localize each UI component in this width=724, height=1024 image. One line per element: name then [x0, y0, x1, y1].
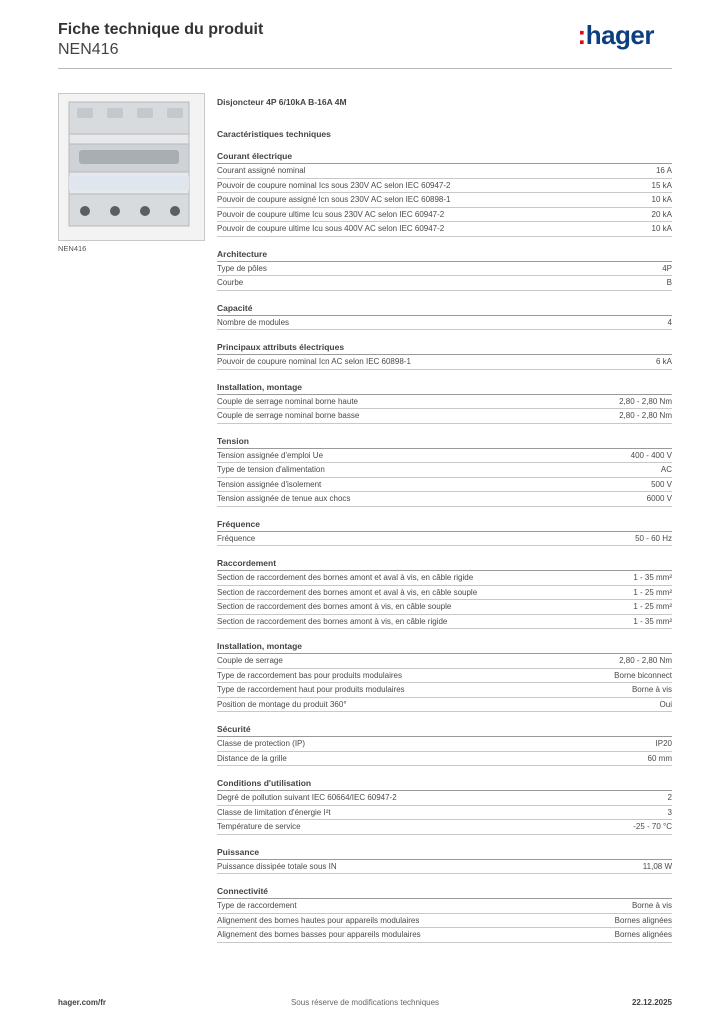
spec-label: Tension assignée de tenue aux chocs — [217, 494, 351, 503]
spec-section — [217, 556, 672, 629]
spec-value: 20 kA — [651, 209, 672, 219]
spec-row — [217, 164, 672, 179]
spec-value: 2,80 - 2,80 Nm — [619, 396, 672, 406]
spec-content — [217, 95, 672, 953]
spec-label: Type de raccordement — [217, 901, 297, 910]
spec-label: Type de tension d'alimentation — [217, 465, 325, 474]
spec-row — [217, 463, 672, 478]
spec-value: Borne biconnect — [614, 670, 672, 680]
spec-value: Borne à vis — [631, 901, 672, 910]
spec-section — [217, 340, 672, 370]
spec-value: 2 — [667, 793, 672, 802]
spec-label: Pouvoir de coupure assigné Icn sous 230V AC selon IEC 60898-1 — [217, 195, 451, 204]
footer-website: hager.com/fr — [58, 998, 107, 1007]
spec-row — [217, 600, 672, 615]
spec-row — [217, 409, 672, 424]
spec-section — [217, 776, 672, 835]
spec-label: Puissance dissipée totale sous IN — [217, 861, 337, 871]
spec-label: Couple de serrage nominal borne basse — [217, 411, 360, 420]
spec-label: Pouvoir de coupure nominal Ics sous 230V AC selon IEC 60947-2 — [217, 180, 451, 190]
logo-text: hager — [585, 20, 654, 50]
spec-label: Section de raccordement des bornes amont et aval à vis, en câble rigide — [217, 573, 474, 582]
spec-row — [217, 316, 672, 331]
spec-row — [217, 355, 672, 370]
spec-row — [217, 492, 672, 507]
spec-value: 3 — [667, 807, 672, 817]
spec-row — [217, 586, 672, 601]
product-name: Disjoncteur 4P 6/10kA B-16A 4M — [217, 97, 347, 107]
spec-label: Section de raccordement des bornes amont à vis, en câble rigide — [217, 616, 448, 626]
spec-section — [217, 149, 672, 237]
spec-value: 15 kA — [651, 180, 672, 190]
spec-row — [217, 791, 672, 806]
hager-logo — [578, 20, 654, 51]
spec-value: 2,80 - 2,80 Nm — [619, 411, 672, 420]
spec-row — [217, 860, 672, 875]
spec-value: 10 kA — [651, 224, 672, 233]
spec-section — [217, 845, 672, 875]
spec-row — [217, 654, 672, 669]
section-title: Installation, montage — [217, 380, 672, 395]
spec-value: 500 V — [651, 479, 672, 489]
section-title: Architecture — [217, 247, 672, 262]
spec-row — [217, 478, 672, 493]
spec-label: Tension assignée d'emploi Ue — [217, 450, 324, 460]
spec-row — [217, 820, 672, 835]
section-title: Capacité — [217, 301, 672, 316]
section-title: Sécurité — [217, 722, 672, 737]
spec-row — [217, 193, 672, 208]
spec-label: Classe de protection (IP) — [217, 739, 306, 748]
spec-label: Pouvoir de coupure ultime Icu sous 230V AC selon IEC 60947-2 — [217, 209, 445, 219]
spec-label: Couple de serrage — [217, 656, 283, 665]
section-title: Courant électrique — [217, 149, 672, 164]
spec-value: Bornes alignées — [614, 930, 672, 939]
page-title: Fiche technique du produit — [58, 21, 264, 38]
spec-value: IP20 — [655, 739, 672, 748]
spec-value: 1 - 35 mm² — [633, 616, 672, 626]
footer-date: 22.12.2025 — [631, 998, 672, 1007]
spec-row — [217, 276, 672, 291]
spec-value: 60 mm — [647, 753, 672, 763]
spec-label: Distance de la grille — [217, 753, 287, 763]
spec-row — [217, 532, 672, 547]
spec-label: Courbe — [217, 278, 244, 287]
spec-label: Type de raccordement bas pour produits modulaires — [217, 670, 402, 680]
spec-value: 50 - 60 Hz — [635, 533, 672, 543]
spec-value: AC — [660, 465, 672, 474]
spec-row — [217, 683, 672, 698]
spec-row — [217, 806, 672, 821]
spec-label: Tension assignée d'isolement — [217, 479, 322, 489]
spec-label: Couple de serrage nominal borne haute — [217, 396, 358, 406]
spec-section — [217, 301, 672, 331]
spec-value: 6000 V — [646, 494, 672, 503]
header-divider — [58, 68, 672, 69]
spec-row — [217, 914, 672, 929]
section-title: Tension — [217, 434, 672, 449]
section-title: Installation, montage — [217, 639, 672, 654]
product-reference: NEN416 — [58, 41, 119, 58]
spec-row — [217, 698, 672, 713]
spec-value: B — [666, 278, 672, 287]
spec-section — [217, 884, 672, 943]
spec-value: 4 — [667, 317, 672, 327]
spec-section — [217, 247, 672, 291]
spec-section — [217, 722, 672, 766]
spec-value: -25 - 70 °C — [633, 822, 672, 831]
spec-value: 1 - 25 mm² — [633, 587, 672, 597]
spec-section — [217, 639, 672, 712]
spec-row — [217, 928, 672, 943]
spec-row — [217, 571, 672, 586]
spec-label: Fréquence — [217, 533, 256, 543]
spec-label: Classe de limitation d'énergie I²t — [217, 807, 331, 817]
spec-label: Section de raccordement des bornes amont et aval à vis, en câble souple — [217, 587, 478, 597]
spec-value: 6 kA — [655, 357, 672, 366]
page-header — [58, 20, 672, 60]
spec-label: Nombre de modules — [217, 317, 290, 327]
spec-section — [217, 517, 672, 547]
spec-label: Température de service — [217, 822, 301, 831]
spec-label: Type de raccordement haut pour produits modulaires — [217, 685, 405, 694]
spec-label: Type de pôles — [217, 263, 267, 273]
spec-value: 400 - 400 V — [630, 450, 672, 460]
spec-label: Position de montage du produit 360° — [217, 699, 347, 709]
circuit-breaker-icon — [59, 94, 204, 240]
spec-value: 4P — [662, 263, 672, 273]
spec-section — [217, 380, 672, 424]
spec-section — [217, 434, 672, 507]
spec-label: Pouvoir de coupure ultime Icu sous 400V AC selon IEC 60947-2 — [217, 224, 445, 233]
spec-value: Borne à vis — [631, 685, 672, 694]
footer-disclaimer: Sous réserve de modifications techniques — [290, 998, 440, 1007]
spec-label: Alignement des bornes hautes pour appareils modulaires — [217, 915, 420, 925]
spec-value: 10 kA — [651, 195, 672, 204]
spec-label: Courant assigné nominal — [217, 166, 306, 175]
spec-value: Bornes alignées — [614, 915, 672, 925]
section-title: Raccordement — [217, 556, 672, 571]
spec-row — [217, 669, 672, 684]
section-title: Connectivité — [217, 884, 672, 899]
spec-label: Degré de pollution suivant IEC 60664/IEC 60947-2 — [217, 793, 397, 802]
spec-row — [217, 752, 672, 767]
section-title: Principaux attributs électriques — [217, 340, 672, 355]
spec-row — [217, 395, 672, 410]
section-title: Fréquence — [217, 517, 672, 532]
spec-row — [217, 208, 672, 223]
spec-value: 16 A — [655, 166, 672, 175]
spec-label: Section de raccordement des bornes amont à vis, en câble souple — [217, 602, 452, 611]
section-title: Puissance — [217, 845, 672, 860]
spec-value: Oui — [659, 699, 672, 709]
product-image — [58, 93, 205, 241]
spec-row — [217, 737, 672, 752]
spec-row — [217, 899, 672, 914]
spec-value: 2,80 - 2,80 Nm — [619, 656, 672, 665]
characteristics-heading: Caractéristiques techniques — [217, 129, 331, 139]
image-caption: NEN416 — [58, 244, 87, 253]
spec-label: Alignement des bornes basses pour appareils modulaires — [217, 930, 421, 939]
section-title: Conditions d'utilisation — [217, 776, 672, 791]
spec-sections — [217, 149, 672, 943]
spec-row — [217, 615, 672, 630]
spec-row — [217, 222, 672, 237]
spec-value: 11,08 W — [642, 861, 672, 871]
logo-accent: : — [577, 20, 586, 50]
spec-value: 1 - 25 mm² — [633, 602, 672, 611]
spec-label: Pouvoir de coupure nominal Icn AC selon IEC 60898-1 — [217, 357, 411, 366]
spec-row — [217, 449, 672, 464]
spec-value: 1 - 35 mm² — [633, 573, 672, 582]
spec-row — [217, 262, 672, 277]
spec-row — [217, 179, 672, 194]
